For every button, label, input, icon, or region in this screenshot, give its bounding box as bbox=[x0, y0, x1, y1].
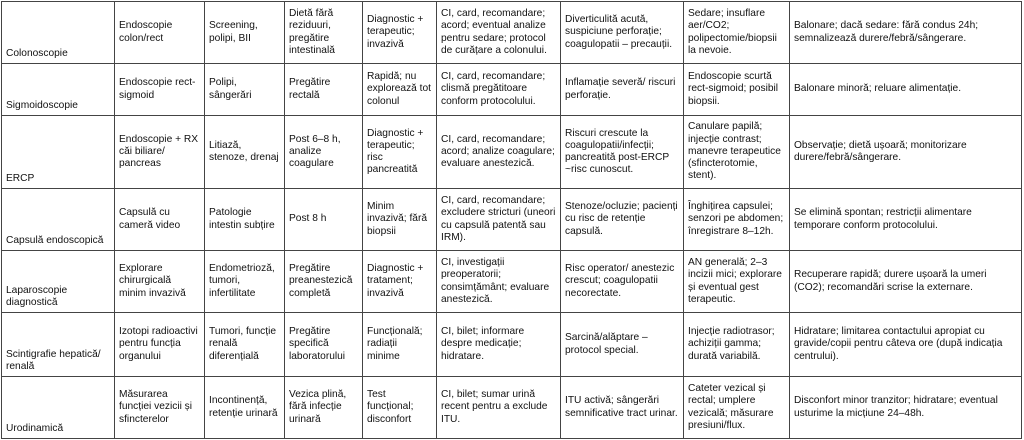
procedures-table bbox=[1, 1, 1022, 439]
table-cell: ITU activă; sângerări semnificative tract urinar. bbox=[561, 377, 684, 439]
table-cell: Măsurarea funcției vezicii și sfincterelor bbox=[115, 377, 205, 439]
table-cell: Cateter vezical și rectal; umplere vezicală; măsurare presiuni/flux. bbox=[684, 377, 790, 439]
table-cell: Polipi, sângerări bbox=[205, 64, 285, 116]
table-cell: Explorare chirurgicală minim invazivă bbox=[115, 251, 205, 313]
table-cell: Endoscopie rect-sigmoid bbox=[115, 64, 205, 116]
procedure-name: Sigmoidoscopie bbox=[2, 64, 115, 116]
table-cell: Stenoze/ocluzie; pacienți cu risc de retenție capsulă. bbox=[561, 189, 684, 251]
table-row bbox=[2, 2, 1022, 64]
table-cell: Sedare; insuflare aer/CO2; polipectomie/biopsii la nevoie. bbox=[684, 2, 790, 64]
table-cell: Risc operator/ anestezic crescut; coagulopatii necorectate. bbox=[561, 251, 684, 313]
table-row bbox=[2, 189, 1022, 251]
table-cell: Test funcțional; disconfort bbox=[363, 377, 437, 439]
table-row bbox=[2, 251, 1022, 313]
table-cell: Diverticulită acută, suspiciune perforație; coagulopatii – precauții. bbox=[561, 2, 684, 64]
table-cell: CI, card, recomandare; acord; eventual analize pentru sedare; protocol de curățare a colonului. bbox=[437, 2, 561, 64]
table-cell: Endoscopie + RX căi biliare/ pancreas bbox=[115, 116, 205, 189]
table-cell: Endoscopie colon/rect bbox=[115, 2, 205, 64]
table-cell: Balonare minoră; reluare alimentație. bbox=[790, 64, 1022, 116]
table-cell: Pregătire preanestezică completă bbox=[285, 251, 363, 313]
table-cell: Recuperare rapidă; durere ușoară la umeri (CO2); recomandări scrise la externare. bbox=[790, 251, 1022, 313]
table-cell: Endometrioză, tumori, infertilitate bbox=[205, 251, 285, 313]
table-cell: Disconfort minor tranzitor; hidratare; eventual usturime la micțiune 24–48h. bbox=[790, 377, 1022, 439]
table-row bbox=[2, 377, 1022, 439]
table-cell: Post 6–8 h, analize coagulare bbox=[285, 116, 363, 189]
table-cell: Tumori, funcție renală diferențială bbox=[205, 313, 285, 377]
table-cell: Vezica plină, fără infecție urinară bbox=[285, 377, 363, 439]
table-cell: Minim invazivă; fără biopsii bbox=[363, 189, 437, 251]
table-cell: Patologie intestin subțire bbox=[205, 189, 285, 251]
table-cell: CI, card, recomandare; acord; analize coagulare; evaluare anestezică. bbox=[437, 116, 561, 189]
table-cell: CI, card, recomandare; excludere stricturi (uneori cu capsulă patentă sau IRM). bbox=[437, 189, 561, 251]
table-cell: AN generală; 2–3 incizii mici; explorare și eventual gest terapeutic. bbox=[684, 251, 790, 313]
table-row bbox=[2, 64, 1022, 116]
table-row bbox=[2, 116, 1022, 189]
procedure-name: Laparoscopie diagnostică bbox=[2, 251, 115, 313]
table-cell: Rapidă; nu explorează tot colonul bbox=[363, 64, 437, 116]
table-cell: Diagnostic + tratament; invazivă bbox=[363, 251, 437, 313]
table-cell: CI, investigații preoperatorii; consimțământ; evaluare anestezică. bbox=[437, 251, 561, 313]
table-cell: Pregătire specifică laboratorului bbox=[285, 313, 363, 377]
table-cell: Se elimină spontan; restricții alimentare temporare conform protocolului. bbox=[790, 189, 1022, 251]
table-cell: Balonare; dacă sedare: fără condus 24h; semnalizează durere/febră/sângerare. bbox=[790, 2, 1022, 64]
table-cell: Endoscopie scurtă rect-sigmoid; posibil biopsii. bbox=[684, 64, 790, 116]
procedure-name: Scintigrafie hepatică/ renală bbox=[2, 313, 115, 377]
table-cell: Hidratare; limitarea contactului apropiat cu gravide/copii pentru câteva ore (după indicația centrului). bbox=[790, 313, 1022, 377]
table-cell: Incontinență, retenție urinară bbox=[205, 377, 285, 439]
table-cell: Capsulă cu cameră video bbox=[115, 189, 205, 251]
table-cell: Riscuri crescute la coagulopatii/infecții; pancreatită post-ERCP ~risc cunoscut. bbox=[561, 116, 684, 189]
table-cell: Diagnostic + terapeutic; risc pancreatită bbox=[363, 116, 437, 189]
table-row bbox=[2, 313, 1022, 377]
procedure-name: Capsulă endoscopică bbox=[2, 189, 115, 251]
table-cell: Dietă fără reziduuri, pregătire intestinală bbox=[285, 2, 363, 64]
procedure-name: Colonoscopie bbox=[2, 2, 115, 64]
table-cell: Post 8 h bbox=[285, 189, 363, 251]
table-cell: Izotopi radioactivi pentru funcția organului bbox=[115, 313, 205, 377]
table-cell: Injecție radiotrasor; achiziții gamma; durată variabilă. bbox=[684, 313, 790, 377]
table-cell: Litiază, stenoze, drenaj bbox=[205, 116, 285, 189]
table-cell: Canulare papilă; injecție contrast; manevre terapeutice (sfincterotomie, stent). bbox=[684, 116, 790, 189]
table-cell: Funcțională; radiații minime bbox=[363, 313, 437, 377]
table-cell: Sarcină/alăptare – protocol special. bbox=[561, 313, 684, 377]
table-cell: Înghițirea capsulei; senzori pe abdomen; înregistrare 8–12h. bbox=[684, 189, 790, 251]
procedure-name: ERCP bbox=[2, 116, 115, 189]
procedure-name: Urodinamică bbox=[2, 377, 115, 439]
table-cell: Diagnostic + terapeutic; invazivă bbox=[363, 2, 437, 64]
table-cell: CI, bilet; informare despre medicație; hidratare. bbox=[437, 313, 561, 377]
table-cell: Screening, polipi, BII bbox=[205, 2, 285, 64]
table-cell: Observație; dietă ușoară; monitorizare durere/febră/sângerare. bbox=[790, 116, 1022, 189]
table-cell: CI, bilet; sumar urină recent pentru a exclude ITU. bbox=[437, 377, 561, 439]
table-cell: Pregătire rectală bbox=[285, 64, 363, 116]
table-cell: CI, card, recomandare; clismă pregătitoare conform protocolului. bbox=[437, 64, 561, 116]
table-cell: Inflamație severă/ riscuri perforație. bbox=[561, 64, 684, 116]
